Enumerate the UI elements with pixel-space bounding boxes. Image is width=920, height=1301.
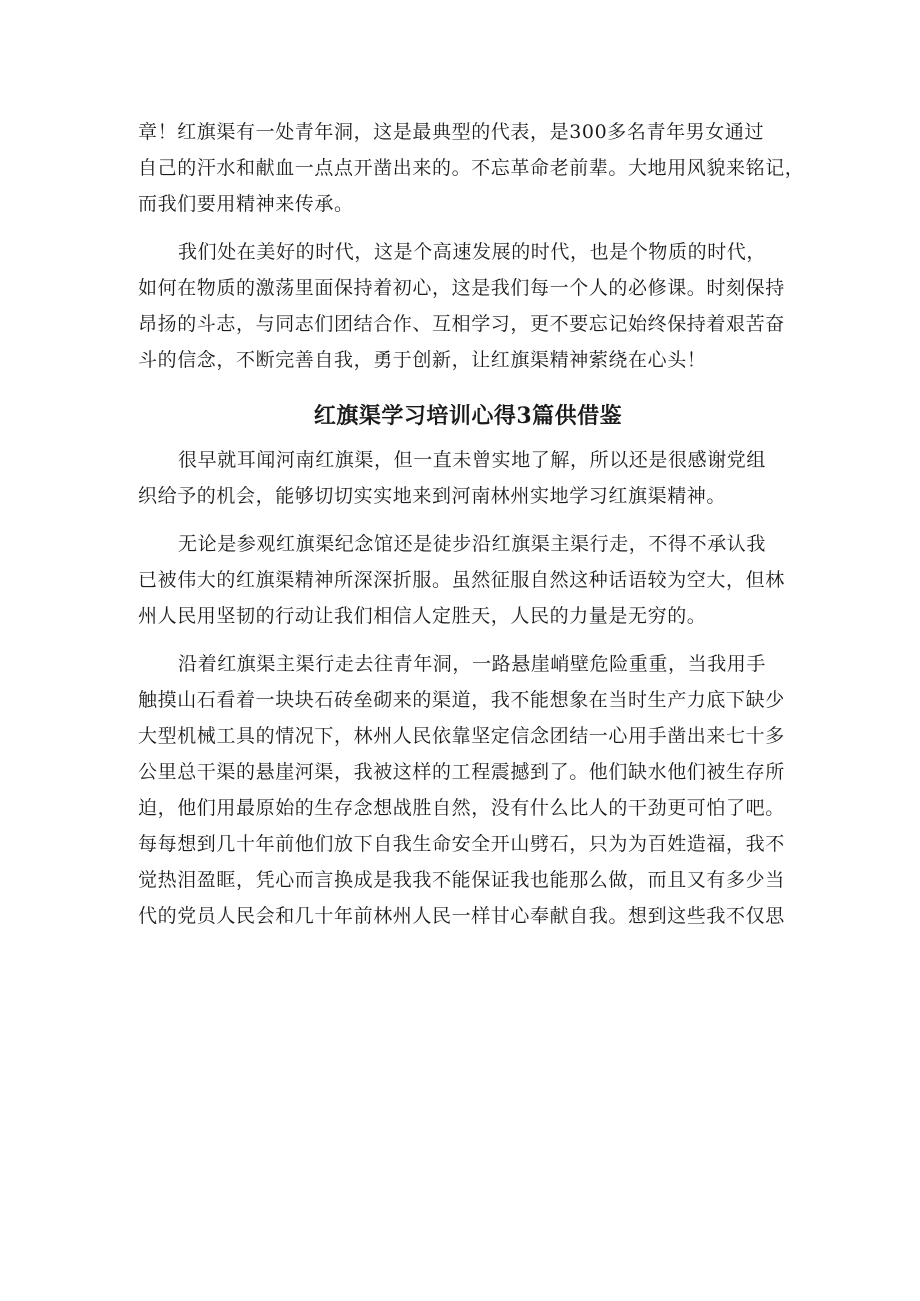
text-line: 公里总干渠的悬崖河渠，我被这样的工程震撼到了。他们缺水他们被生存所 xyxy=(138,761,785,783)
text-line: 觉热泪盈眶，凭心而言换成是我我不能保证我也能那么做，而且又有多少当 xyxy=(138,869,785,891)
paragraph-2 xyxy=(138,234,798,378)
text-line: 大型机械工具的情况下，林州人民依靠坚定信念团结一心用手凿出来七十多 xyxy=(138,725,785,747)
paragraph-5 xyxy=(138,646,798,934)
text-line: 章！红旗渠有一处青年洞，这是最典型的代表，是300多名青年男女通过 xyxy=(138,121,765,143)
text-line: 斗的信念，不断完善自我，勇于创新，让红旗渠精神萦绕在心头！ xyxy=(138,349,707,371)
document-page xyxy=(138,114,805,934)
text-line: 迫，他们用最原始的生存念想战胜自然，没有什么比人的干劲更可怕了吧。 xyxy=(138,797,785,819)
text-line: 织给予的机会，能够切切实实地来到河南林州实地学习红旗渠精神。 xyxy=(138,485,727,507)
text-line: 代的党员人民会和几十年前林州人民一样甘心奉献自我。想到这些我不仅思 xyxy=(138,905,785,927)
paragraph-3 xyxy=(138,442,798,514)
paragraph-1 xyxy=(138,114,805,222)
text-line: 每每想到几十年前他们放下自我生命安全开山劈石，只为为百姓造福，我不 xyxy=(138,833,785,855)
text-line: 而我们要用精神来传承。 xyxy=(138,193,354,215)
text-line: 沿着红旗渠主渠行走去往青年洞，一路悬崖峭壁危险重重，当我用手 xyxy=(178,653,767,675)
text-line: 自己的汗水和献血一点点开凿出来的。不忘革命老前辈。大地用风貌来铭记， xyxy=(138,157,805,179)
text-line: 很早就耳闻河南红旗渠，但一直未曾实地了解，所以还是很感谢党组 xyxy=(178,449,767,471)
text-line: 无论是参观红旗渠纪念馆还是徒步沿红旗渠主渠行走，不得不承认我 xyxy=(178,533,767,555)
text-line: 州人民用坚韧的行动让我们相信人定胜天，人民的力量是无穷的。 xyxy=(138,605,707,627)
paragraph-4 xyxy=(138,526,798,634)
text-line: 触摸山石看着一块块石砖垒砌来的渠道，我不能想象在当时生产力底下缺少 xyxy=(138,689,785,711)
section-heading: 红旗渠学习培训心得3篇供借鉴 xyxy=(313,403,623,429)
text-line: 我们处在美好的时代，这是个高速发展的时代，也是个物质的时代， xyxy=(178,241,767,263)
text-line: 昂扬的斗志，与同志们团结合作、互相学习，更不要忘记始终保持着艰苦奋 xyxy=(138,313,785,335)
text-line: 已被伟大的红旗渠精神所深深折服。虽然征服自然这种话语较为空大，但林 xyxy=(138,569,785,591)
text-line: 如何在物质的激荡里面保持着初心，这是我们每一个人的必修课。时刻保持 xyxy=(138,277,785,299)
